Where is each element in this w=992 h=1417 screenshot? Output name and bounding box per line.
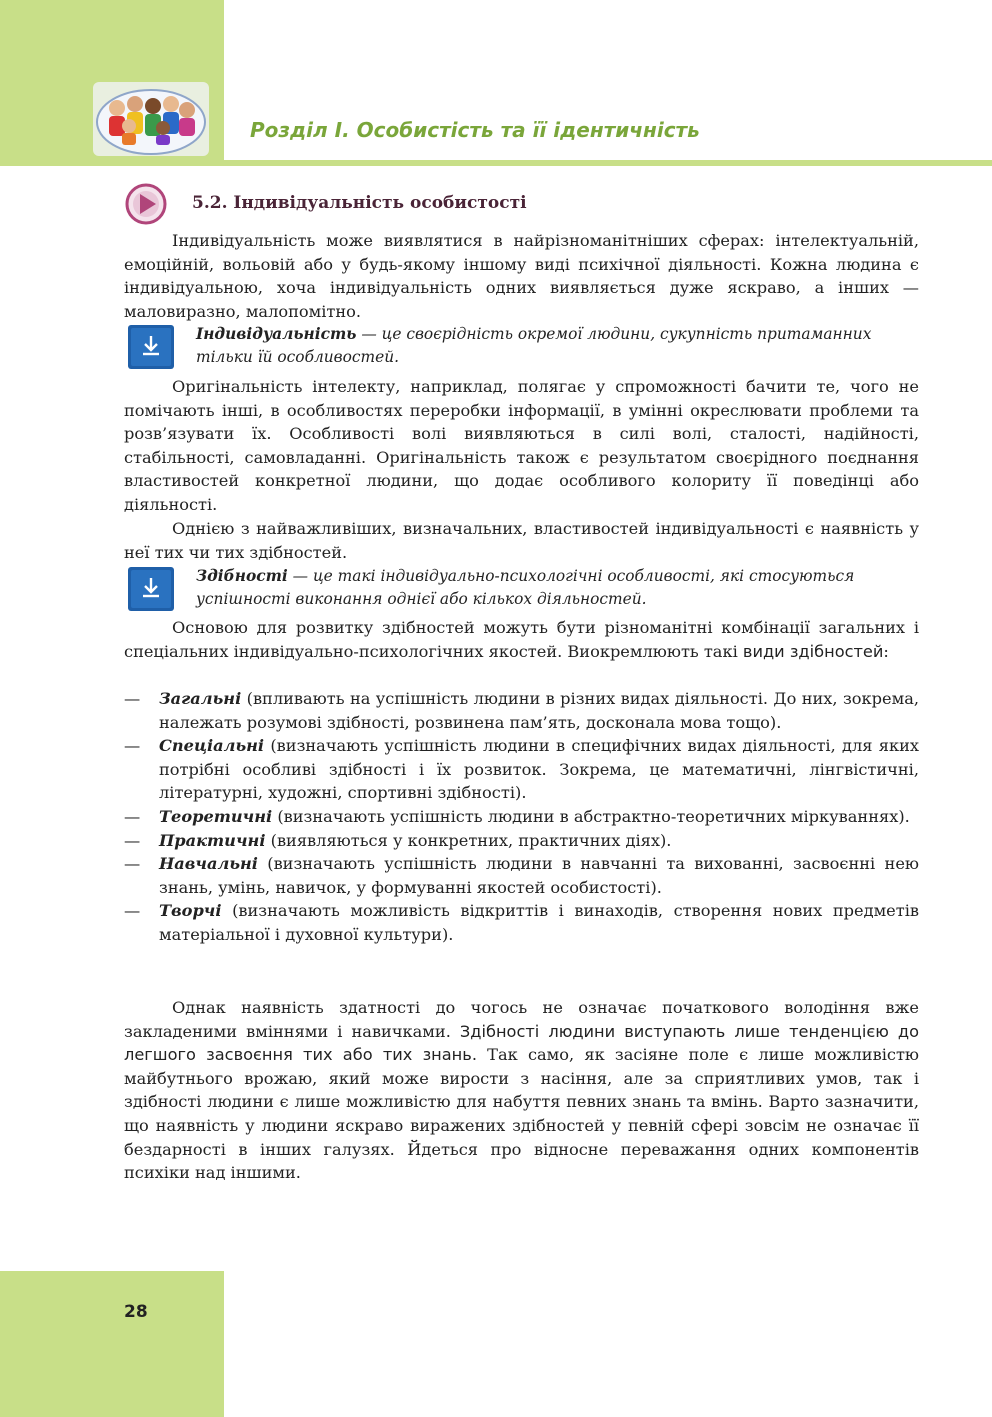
- abilities-list: [124, 687, 919, 947]
- paragraph-5-text-end: . Так само, як засіяне поле є лише можливістю майбутнього врожаю, який може вирости з насіння, але за сприятливих умов, так і здібності людини є лише можливістю для набуття певних знань та вмінь. Варто зазначити, що наявність у людини яскраво виражених здібностей у певній сфері зовсім не означає її бездарності в інших галузях. Йдеться про відносне переважання одних компонентів психіки над іншими.: [124, 1045, 919, 1183]
- definition-abilities: [196, 565, 920, 611]
- list-item: [124, 734, 919, 805]
- section-title: 5.2. Індивідуальність особистості: [192, 193, 527, 213]
- list-item: [124, 805, 919, 829]
- chapter-title: Розділ I. Особистість та її ідентичність: [250, 118, 700, 142]
- paragraph-4: [124, 616, 919, 663]
- list-dash: —: [124, 830, 141, 850]
- paragraph-4-text: Основою для розвитку здібностей можуть бути різноманітні комбінації загальних і спеціальних індивідуально-психологічних якостей. Виокремлюють такі: [124, 618, 919, 661]
- list-text: (впливають на успішність людини в різних видах діяльності. До них, зокрема, належать розумові здібності, розвинена пам’ять, досконала мова тощо).: [159, 689, 919, 732]
- list-text: (визначають успішність людини в навчанні та вихованні, засвоєнні нею знань, умінь, навичок, у формуванні якостей особистості).: [159, 854, 919, 897]
- paragraph-3: Однією з найважливіших, визначальних, властивостей індивідуальності є наявність у неї тих чи тих здібностей.: [124, 519, 919, 562]
- paragraph-1: Індивідуальність може виявлятися в найрізноманітніших сферах: інтелектуальній, емоційній, вольовій або у будь-якому іншому виді психічної діяльності. Кожна людина є індивідуальною, хоча індивідуальність одних виявляється дуже яскраво, а інших — маловиразно, малопомітно.: [124, 231, 919, 321]
- definition-term: Індивідуальність: [196, 325, 357, 343]
- list-term: Практичні: [159, 830, 266, 850]
- list-dash: —: [124, 901, 141, 921]
- list-item: [124, 852, 919, 899]
- list-text: (визначають можливість відкриттів і винаходів, створення нових предметів матеріальної і духовної культури).: [159, 901, 919, 944]
- list-term: Теоретичні: [159, 806, 273, 826]
- list-text: (виявляються у конкретних, практичних діях).: [265, 830, 672, 850]
- list-dash: —: [124, 854, 141, 874]
- play-icon[interactable]: [124, 182, 168, 226]
- abilities-emphasis: Здібності людини виступають лише тенденцією до легшого засвоєння тих або тих знань: [124, 1021, 920, 1065]
- paragraph-2: Оригінальність інтелекту, наприклад, полягає у спроможності бачити те, чого не помічають інші, в особливостях переробки інформації, в умінні окреслювати проблеми та розв’язувати їх. Особливості волі виявляються в силі волі, сталості, надійності, стабільності, самовладанні. Оригінальність також є результатом своєрідного поєднання властивостей конкретної людини, що додає особливого колориту її поведінці або діяльності.: [124, 377, 919, 514]
- list-term: Спеціальні: [159, 736, 265, 756]
- definition-text: — це такі індивідуально-психологічні особливості, які стосуються успішності виконання однієї або кількох діяльностей.: [196, 567, 855, 608]
- paragraph-5-text: Однак наявність здатності до чогось не означає початкового володіння вже закладеними вміннями і навичками.: [124, 998, 919, 1041]
- children-group-illustration: [93, 82, 209, 156]
- page-number: 28: [124, 1302, 148, 1322]
- definition-individuality: [196, 323, 920, 369]
- list-item: [124, 899, 919, 946]
- abilities-types-phrase: види здібностей: [742, 641, 884, 661]
- list-term: Загальні: [159, 689, 242, 708]
- list-term: Творчі: [159, 901, 222, 921]
- list-item: [124, 829, 919, 853]
- footer-green-block: [0, 1271, 224, 1417]
- download-icon: [128, 567, 174, 611]
- header-divider: [224, 160, 992, 166]
- list-item: [124, 687, 919, 734]
- download-icon: [128, 325, 174, 369]
- list-dash: —: [124, 806, 141, 826]
- paragraph-4-colon: :: [883, 641, 889, 661]
- list-dash: —: [124, 689, 141, 708]
- paragraph-5: [124, 996, 919, 1185]
- list-text: (визначають успішність людини в абстрактно-теоретичних міркуваннях).: [272, 806, 910, 826]
- list-text: (визначають успішність людини в специфічних видах діяльності, для яких потрібні особливі здібності і їх розвиток. Зокрема, це математичні, лінгвістичні, літературні, художні, спортивні здібності).: [159, 736, 919, 803]
- list-dash: —: [124, 736, 141, 756]
- definition-text: — це своєрідність окремої людини, сукупність притаманних тільки їй особливостей.: [196, 325, 872, 366]
- definition-term: Здібності: [196, 567, 288, 585]
- list-term: Навчальні: [159, 854, 258, 874]
